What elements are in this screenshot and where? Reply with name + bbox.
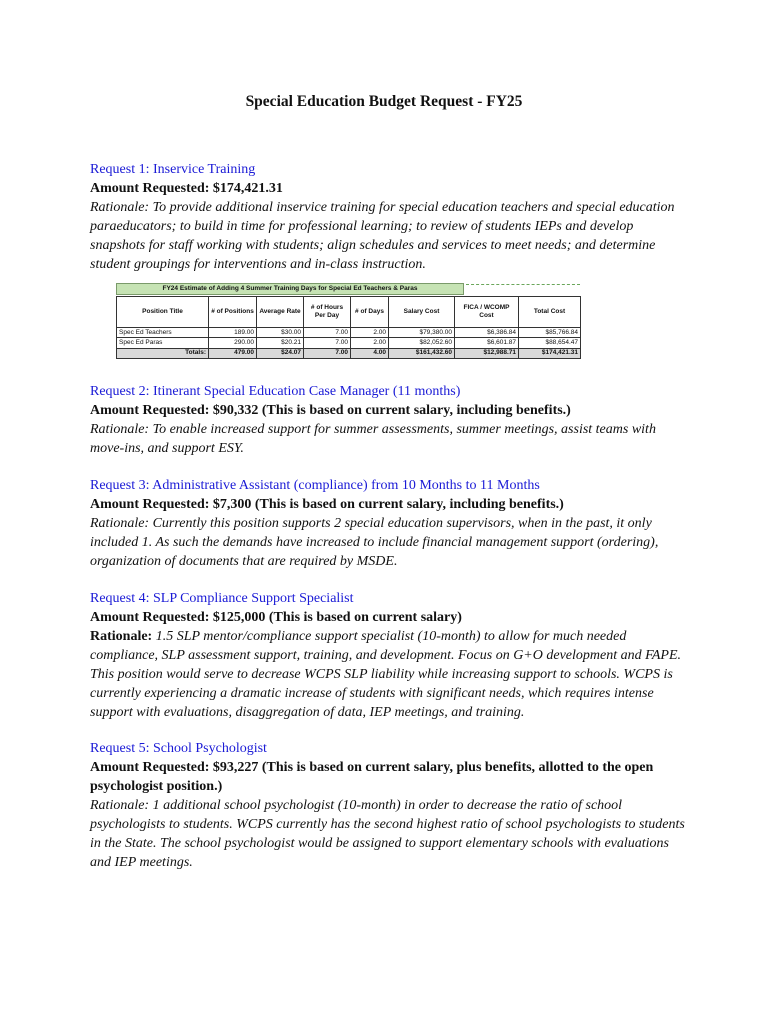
amount-requested: Amount Requested: $93,227 (This is based on current salary, plus benefits, allotted to the open psychologist position.) bbox=[90, 760, 654, 794]
rationale: Rationale: To enable increased support for summer assessments, summer meetings, assist teams with move-ins, and support ESY. bbox=[90, 422, 656, 456]
table-cell: $174,421.31 bbox=[519, 348, 581, 358]
column-header: Average Rate bbox=[257, 297, 304, 328]
table-totals-row bbox=[117, 348, 581, 358]
column-header: Salary Cost bbox=[389, 297, 455, 328]
training-cost-table bbox=[116, 283, 580, 359]
table-cell: 2.00 bbox=[351, 328, 389, 338]
request-heading: Request 5: School Psychologist bbox=[90, 741, 267, 756]
table-header-row bbox=[117, 297, 581, 328]
table-cell: $24.07 bbox=[257, 348, 304, 358]
amount-requested: Amount Requested: $7,300 (This is based on current salary, including benefits.) bbox=[90, 497, 564, 512]
column-header: FICA / WCOMP Cost bbox=[455, 297, 519, 328]
request-2 bbox=[90, 382, 690, 458]
amount-requested: Amount Requested: $174,421.31 bbox=[90, 181, 283, 196]
table-cell: $79,380.00 bbox=[389, 328, 455, 338]
table-cell: 2.00 bbox=[351, 338, 389, 348]
table-cell: Spec Ed Paras bbox=[117, 338, 209, 348]
column-header: # of Positions bbox=[209, 297, 257, 328]
column-header: # of Days bbox=[351, 297, 389, 328]
table-cell: 4.00 bbox=[351, 348, 389, 358]
table-cell: $82,052.60 bbox=[389, 338, 455, 348]
table-title: FY24 Estimate of Adding 4 Summer Training Days for Special Ed Teachers & Paras bbox=[116, 283, 464, 295]
request-heading: Request 1: Inservice Training bbox=[90, 162, 256, 177]
request-heading: Request 3: Administrative Assistant (compliance) from 10 Months to 11 Months bbox=[90, 478, 540, 493]
table-row bbox=[117, 328, 581, 338]
cost-grid bbox=[116, 296, 581, 359]
table-cell: $20.21 bbox=[257, 338, 304, 348]
request-heading: Request 2: Itinerant Special Education Case Manager (11 months) bbox=[90, 384, 461, 399]
request-4 bbox=[90, 589, 690, 722]
rationale: Rationale: 1 additional school psychologist (10-month) in order to decrease the ratio of school psychologists to students. WCPS currently has the second highest ratio of school psychologists to students in the State. The school psychologist would be assigned to support elementary schools with evaluations and IEP meetings. bbox=[90, 798, 685, 870]
column-header: Position Title bbox=[117, 297, 209, 328]
table-cell: $161,432.60 bbox=[389, 348, 455, 358]
request-1 bbox=[90, 160, 690, 274]
column-header: Total Cost bbox=[519, 297, 581, 328]
amount-requested: Amount Requested: $90,332 (This is based on current salary, including benefits.) bbox=[90, 403, 571, 418]
request-3 bbox=[90, 476, 690, 571]
request-heading: Request 4: SLP Compliance Support Specialist bbox=[90, 591, 354, 606]
rationale bbox=[90, 627, 690, 722]
table-cell: $30.00 bbox=[257, 328, 304, 338]
rationale: Rationale: Currently this position supports 2 special education supervisors, when in the past, it only included 1. As such the demands have increased to include financial management support (ordering), organization of documents that are required by MSDE. bbox=[90, 516, 659, 569]
table-cell: 290.00 bbox=[209, 338, 257, 348]
table-cell: 189.00 bbox=[209, 328, 257, 338]
table-cell: 7.00 bbox=[304, 338, 351, 348]
table-cell: $6,601.87 bbox=[455, 338, 519, 348]
table-cell: 479.00 bbox=[209, 348, 257, 358]
page-title: Special Education Budget Request - FY25 bbox=[245, 93, 523, 110]
request-5 bbox=[90, 739, 690, 872]
table-cell: $85,766.84 bbox=[519, 328, 581, 338]
table-cell: 7.00 bbox=[304, 328, 351, 338]
rationale: Rationale: To provide additional inservice training for special education teachers and special education paraeducators; to build in time for professional learning; to review of students IEPs and develop snapshots for staff working with students; align schedules and services to meet needs; and determine student groupings for interventions and in-class instruction. bbox=[90, 200, 675, 272]
table-divider bbox=[466, 284, 580, 285]
table-cell: $88,654.47 bbox=[519, 338, 581, 348]
table-cell: $6,386.84 bbox=[455, 328, 519, 338]
table-cell: Spec Ed Teachers bbox=[117, 328, 209, 338]
amount-requested: Amount Requested: $125,000 (This is based on current salary) bbox=[90, 610, 462, 625]
rationale-label: Rationale: bbox=[90, 629, 153, 644]
table-cell: Totals: bbox=[117, 348, 209, 358]
table-row bbox=[117, 338, 581, 348]
table-cell: 7.00 bbox=[304, 348, 351, 358]
rationale-text: 1.5 SLP mentor/compliance support specialist (10-month) to allow for much needed compliance, SLP assessment support, training, and development. Focus on G+O development and FAPE. This position would serve to decrease WCPS SLP liability while increasing support to schools. WCPS is currently experiencing a dramatic increase of students with significant needs, which requires intense support with evaluations, disaggregation of data, IEP meetings, and training. bbox=[90, 629, 682, 720]
column-header: # of Hours Per Day bbox=[304, 297, 351, 328]
table-cell: $12,988.71 bbox=[455, 348, 519, 358]
